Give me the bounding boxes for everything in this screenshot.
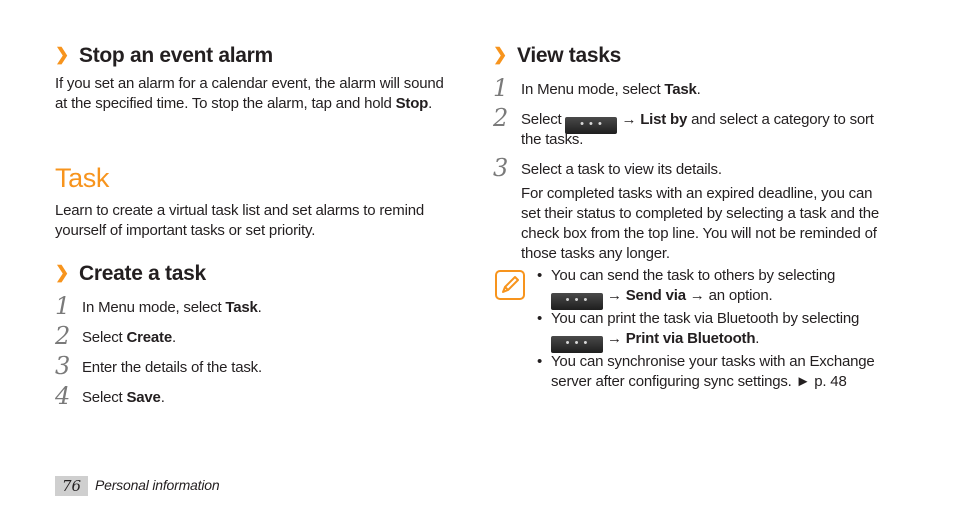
arrow: → bbox=[603, 330, 626, 347]
step-bold: List by bbox=[640, 111, 688, 128]
step-text: Select a task to view its details. bbox=[521, 161, 722, 178]
bullet-dot: • bbox=[537, 353, 543, 370]
step-suffix: . bbox=[160, 389, 165, 406]
step-prefix: Select bbox=[521, 111, 566, 128]
chevron-right-icon: ❯ bbox=[493, 45, 507, 64]
body-text: If you set an alarm for a calendar event, the alarm will sound at the specified time. To stop the alarm, tap and hold bbox=[55, 75, 444, 112]
step-prefix: In Menu mode, select bbox=[521, 81, 665, 98]
step-text bbox=[82, 328, 176, 348]
step-suffix: and select a category to sort bbox=[687, 111, 874, 128]
step-number: 2 bbox=[493, 104, 509, 132]
step-number: 4 bbox=[55, 382, 71, 410]
step-number: 1 bbox=[493, 74, 509, 102]
bullet-text bbox=[551, 266, 896, 310]
step-text bbox=[82, 298, 262, 318]
bold-text: Stop bbox=[395, 95, 429, 112]
step-suffix: . bbox=[257, 299, 262, 316]
step-prefix: Select bbox=[82, 329, 127, 346]
chevron-right-icon: ❯ bbox=[55, 45, 69, 64]
bullet-suffix: . bbox=[755, 330, 760, 347]
step-prefix: Enter the details of the task. bbox=[82, 359, 262, 376]
heading-text: Create a task bbox=[79, 262, 206, 285]
step-prefix: Select bbox=[82, 389, 127, 406]
step-bold: Save bbox=[126, 389, 161, 406]
view-step-3-detail: For completed tasks with an expired deadline, you can set their status to completed by selecting a task and the check box from the top line. You will not be reminded of those tasks any longer. bbox=[521, 185, 879, 262]
bullet-suffix: → an option. bbox=[685, 287, 773, 304]
note-bullet-3 bbox=[537, 352, 897, 396]
arrow: → bbox=[621, 111, 641, 128]
step-bold: Create bbox=[126, 329, 172, 346]
step-text bbox=[82, 388, 165, 408]
section-title: Task bbox=[55, 163, 109, 193]
bullet-text: You can synchronise your tasks with an Exchange server after configuring sync settings. ► p. 48 bbox=[551, 353, 875, 390]
heading-text: Stop an event alarm bbox=[79, 44, 273, 67]
stop-alarm-body bbox=[55, 74, 445, 114]
bullet-line2 bbox=[551, 329, 896, 353]
task-intro: Learn to create a virtual task list and set alarms to remind yourself of important tasks or set priority. bbox=[55, 202, 425, 239]
view-tasks-heading bbox=[493, 44, 621, 68]
step-suffix: . bbox=[696, 81, 701, 98]
note-pencil-icon-svg bbox=[497, 272, 523, 298]
bullet-bold: Send via bbox=[625, 287, 686, 304]
bullet-line1: You can send the task to others by selecting bbox=[551, 267, 836, 284]
bullet-dot: • bbox=[537, 310, 543, 327]
step-number: 1 bbox=[55, 292, 71, 320]
chevron-right-icon: ❯ bbox=[55, 263, 69, 282]
stop-alarm-heading bbox=[55, 44, 273, 68]
note-bullet-2 bbox=[537, 309, 897, 353]
step-text bbox=[82, 358, 262, 378]
note-pencil-icon bbox=[495, 270, 525, 300]
bullet-bold: Print via Bluetooth bbox=[625, 330, 756, 347]
step-text bbox=[521, 80, 701, 100]
menu-key-icon: • • • bbox=[551, 336, 603, 353]
arrow: → bbox=[603, 287, 626, 304]
step-number: 3 bbox=[493, 154, 509, 182]
step-bold: Task bbox=[664, 81, 697, 98]
bullet-text bbox=[551, 309, 896, 353]
step-number: 2 bbox=[55, 322, 71, 350]
bullet-line1: You can print the task via Bluetooth by selecting bbox=[551, 310, 860, 327]
step-number: 3 bbox=[55, 352, 71, 380]
step-suffix: . bbox=[171, 329, 176, 346]
menu-key-icon: • • • bbox=[565, 117, 617, 134]
footer-section: Personal information bbox=[95, 477, 220, 493]
note-bullet-1 bbox=[537, 266, 897, 310]
body-suffix: . bbox=[428, 95, 433, 112]
step-prefix: In Menu mode, select bbox=[82, 299, 226, 316]
page-number: 76 bbox=[55, 476, 88, 496]
step-bold: Task bbox=[225, 299, 258, 316]
menu-key-icon: • • • bbox=[551, 293, 603, 310]
create-task-heading bbox=[55, 262, 206, 286]
bullet-dot: • bbox=[537, 267, 543, 284]
bullet-line2 bbox=[551, 286, 896, 310]
step-text-line2: the tasks. bbox=[521, 131, 584, 148]
heading-text: View tasks bbox=[517, 44, 622, 67]
